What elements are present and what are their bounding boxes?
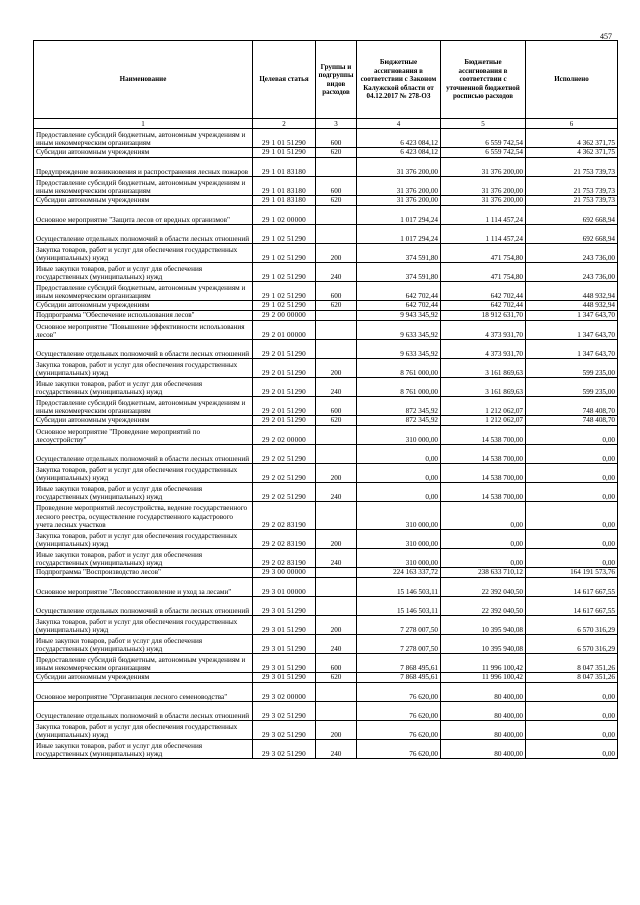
row-refined-amount: 80 400,00 bbox=[441, 740, 526, 759]
row-target-article: 29 3 01 51290 bbox=[253, 635, 316, 654]
row-law-amount: 224 163 337,72 bbox=[357, 568, 441, 578]
row-executed-amount: 599 235,00 bbox=[526, 359, 618, 378]
row-target-article: 29 3 02 51290 bbox=[253, 702, 316, 721]
row-law-amount: 9 633 345,92 bbox=[357, 321, 441, 340]
row-target-article: 29 3 02 51290 bbox=[253, 721, 316, 740]
header-law-allocations: Бюджетные ассигнования в соответствии с Законом Калужской области от 04.12.2017 № 278-ОЗ bbox=[357, 41, 441, 119]
table-row bbox=[34, 301, 618, 311]
row-executed-amount: 21 753 739,73 bbox=[526, 158, 618, 177]
row-refined-amount: 14 538 700,00 bbox=[441, 464, 526, 483]
row-expense-group bbox=[316, 568, 357, 578]
row-name: Закупка товаров, работ и услуг для обеспечения государственных (муниципальных) нужд bbox=[34, 244, 253, 263]
row-refined-amount: 22 392 040,50 bbox=[441, 597, 526, 616]
column-number: 3 bbox=[316, 119, 357, 129]
row-refined-amount: 0,00 bbox=[441, 549, 526, 568]
row-expense-group: 620 bbox=[316, 196, 357, 206]
row-target-article: 29 2 02 00000 bbox=[253, 426, 316, 445]
row-refined-amount: 1 212 062,07 bbox=[441, 397, 526, 416]
row-name: Предоставление субсидий бюджетным, автономным учреждениям и иным некоммерческим организациям bbox=[34, 129, 253, 148]
header-name: Наименование bbox=[34, 41, 253, 119]
row-executed-amount: 448 932,94 bbox=[526, 282, 618, 301]
row-name: Субсидии автономным учреждениям bbox=[34, 301, 253, 311]
row-name: Осуществление отдельных полномочий в области лесных отношений bbox=[34, 340, 253, 359]
row-law-amount: 642 702,44 bbox=[357, 301, 441, 311]
row-name: Закупка товаров, работ и услуг для обеспечения государственных (муниципальных) нужд bbox=[34, 721, 253, 740]
row-refined-amount: 31 376 200,00 bbox=[441, 158, 526, 177]
row-refined-amount: 471 754,80 bbox=[441, 263, 526, 282]
row-target-article: 29 1 02 51290 bbox=[253, 244, 316, 263]
table-row bbox=[34, 282, 618, 301]
row-law-amount: 15 146 503,11 bbox=[357, 578, 441, 597]
table-row bbox=[34, 673, 618, 683]
row-refined-amount: 80 400,00 bbox=[441, 721, 526, 740]
row-name: Иные закупки товаров, работ и услуг для обеспечения государственных (муниципальных) нужд bbox=[34, 263, 253, 282]
row-expense-group: 620 bbox=[316, 148, 357, 158]
row-law-amount: 8 761 000,00 bbox=[357, 378, 441, 397]
row-target-article: 29 2 02 83190 bbox=[253, 502, 316, 530]
table-row bbox=[34, 416, 618, 426]
row-target-article: 29 3 01 51290 bbox=[253, 597, 316, 616]
row-name: Осуществление отдельных полномочий в области лесных отношений bbox=[34, 702, 253, 721]
row-expense-group: 200 bbox=[316, 244, 357, 263]
row-refined-amount: 6 559 742,54 bbox=[441, 129, 526, 148]
row-refined-amount: 14 538 700,00 bbox=[441, 445, 526, 464]
table-row bbox=[34, 568, 618, 578]
row-refined-amount: 80 400,00 bbox=[441, 683, 526, 702]
table-row bbox=[34, 263, 618, 282]
table-row bbox=[34, 597, 618, 616]
row-executed-amount: 4 362 371,75 bbox=[526, 129, 618, 148]
row-law-amount: 0,00 bbox=[357, 445, 441, 464]
row-law-amount: 76 620,00 bbox=[357, 683, 441, 702]
row-refined-amount: 0,00 bbox=[441, 530, 526, 549]
row-name: Закупка товаров, работ и услуг для обеспечения государственных (муниципальных) нужд bbox=[34, 616, 253, 635]
table-row bbox=[34, 740, 618, 759]
table-row bbox=[34, 321, 618, 340]
row-executed-amount: 4 362 371,75 bbox=[526, 148, 618, 158]
row-name: Основное мероприятие "Организация лесного семеноводства" bbox=[34, 683, 253, 702]
row-law-amount: 310 000,00 bbox=[357, 426, 441, 445]
row-expense-group: 600 bbox=[316, 282, 357, 301]
row-refined-amount: 11 996 100,42 bbox=[441, 654, 526, 673]
column-number: 5 bbox=[441, 119, 526, 129]
row-target-article: 29 2 02 51290 bbox=[253, 464, 316, 483]
row-name: Основное мероприятие "Проведение мероприятий по лесоустройству" bbox=[34, 426, 253, 445]
row-name: Закупка товаров, работ и услуг для обеспечения государственных (муниципальных) нужд bbox=[34, 359, 253, 378]
table-row bbox=[34, 530, 618, 549]
row-expense-group bbox=[316, 206, 357, 225]
row-name: Иные закупки товаров, работ и услуг для обеспечения государственных (муниципальных) нужд bbox=[34, 549, 253, 568]
table-row bbox=[34, 721, 618, 740]
row-executed-amount: 6 570 316,29 bbox=[526, 616, 618, 635]
row-expense-group bbox=[316, 702, 357, 721]
row-target-article: 29 2 02 83190 bbox=[253, 530, 316, 549]
row-expense-group: 620 bbox=[316, 673, 357, 683]
row-law-amount: 7 278 007,50 bbox=[357, 635, 441, 654]
table-row bbox=[34, 549, 618, 568]
row-refined-amount: 4 373 931,70 bbox=[441, 321, 526, 340]
row-target-article: 29 1 02 51290 bbox=[253, 282, 316, 301]
row-refined-amount: 14 538 700,00 bbox=[441, 483, 526, 502]
row-expense-group: 200 bbox=[316, 530, 357, 549]
row-expense-group: 200 bbox=[316, 616, 357, 635]
table-row bbox=[34, 311, 618, 321]
row-refined-amount: 238 633 710,12 bbox=[441, 568, 526, 578]
row-expense-group bbox=[316, 578, 357, 597]
budget-table bbox=[33, 40, 618, 759]
row-expense-group bbox=[316, 445, 357, 464]
table-row bbox=[34, 426, 618, 445]
row-expense-group: 600 bbox=[316, 177, 357, 196]
row-expense-group bbox=[316, 311, 357, 321]
row-executed-amount: 1 347 643,70 bbox=[526, 311, 618, 321]
table-row bbox=[34, 158, 618, 177]
row-target-article: 29 1 01 51290 bbox=[253, 148, 316, 158]
table-row bbox=[34, 340, 618, 359]
column-number: 6 bbox=[526, 119, 618, 129]
row-law-amount: 9 633 345,92 bbox=[357, 340, 441, 359]
row-target-article: 29 1 01 83180 bbox=[253, 196, 316, 206]
row-target-article: 29 1 01 83180 bbox=[253, 158, 316, 177]
column-number: 2 bbox=[253, 119, 316, 129]
row-target-article: 29 2 02 83190 bbox=[253, 549, 316, 568]
table-row bbox=[34, 464, 618, 483]
row-refined-amount: 3 161 869,63 bbox=[441, 359, 526, 378]
row-executed-amount: 21 753 739,73 bbox=[526, 196, 618, 206]
row-law-amount: 6 423 084,12 bbox=[357, 148, 441, 158]
row-executed-amount: 14 617 667,55 bbox=[526, 597, 618, 616]
row-refined-amount: 6 559 742,54 bbox=[441, 148, 526, 158]
row-law-amount: 31 376 200,00 bbox=[357, 158, 441, 177]
row-target-article: 29 3 01 51290 bbox=[253, 616, 316, 635]
table-row bbox=[34, 616, 618, 635]
row-refined-amount: 642 702,44 bbox=[441, 301, 526, 311]
row-expense-group: 600 bbox=[316, 397, 357, 416]
row-expense-group: 240 bbox=[316, 378, 357, 397]
row-target-article: 29 2 01 51290 bbox=[253, 397, 316, 416]
row-name: Предоставление субсидий бюджетным, автономным учреждениям и иным некоммерческим организациям bbox=[34, 282, 253, 301]
table-row bbox=[34, 129, 618, 148]
row-name: Осуществление отдельных полномочий в области лесных отношений bbox=[34, 225, 253, 244]
row-expense-group: 240 bbox=[316, 740, 357, 759]
row-target-article: 29 1 02 51290 bbox=[253, 263, 316, 282]
row-target-article: 29 2 01 51290 bbox=[253, 340, 316, 359]
row-executed-amount: 448 932,94 bbox=[526, 301, 618, 311]
row-name: Проведение мероприятий лесоустройства, ведение государственного лесного реестра, осуществление государственного кадастрового учета лесных участков bbox=[34, 502, 253, 530]
row-executed-amount: 0,00 bbox=[526, 483, 618, 502]
row-name: Основное мероприятие "Лесовосстановление и уход за лесами" bbox=[34, 578, 253, 597]
row-law-amount: 7 868 495,61 bbox=[357, 673, 441, 683]
table-row bbox=[34, 359, 618, 378]
row-target-article: 29 3 00 00000 bbox=[253, 568, 316, 578]
row-law-amount: 76 620,00 bbox=[357, 740, 441, 759]
row-name: Осуществление отдельных полномочий в области лесных отношений bbox=[34, 597, 253, 616]
row-law-amount: 76 620,00 bbox=[357, 702, 441, 721]
table-row bbox=[34, 177, 618, 196]
row-executed-amount: 692 668,94 bbox=[526, 206, 618, 225]
row-refined-amount: 31 376 200,00 bbox=[441, 177, 526, 196]
row-executed-amount: 14 617 667,55 bbox=[526, 578, 618, 597]
row-expense-group: 600 bbox=[316, 129, 357, 148]
row-expense-group bbox=[316, 683, 357, 702]
row-executed-amount: 748 408,70 bbox=[526, 397, 618, 416]
row-name: Предоставление субсидий бюджетным, автономным учреждениям и иным некоммерческим организациям bbox=[34, 654, 253, 673]
row-target-article: 29 2 02 51290 bbox=[253, 445, 316, 464]
row-expense-group bbox=[316, 502, 357, 530]
table-row bbox=[34, 397, 618, 416]
table-row bbox=[34, 148, 618, 158]
row-refined-amount: 11 996 100,42 bbox=[441, 673, 526, 683]
row-law-amount: 76 620,00 bbox=[357, 721, 441, 740]
row-executed-amount: 0,00 bbox=[526, 502, 618, 530]
row-refined-amount: 10 395 940,08 bbox=[441, 635, 526, 654]
row-executed-amount: 0,00 bbox=[526, 702, 618, 721]
row-law-amount: 310 000,00 bbox=[357, 549, 441, 568]
row-name: Основное мероприятие "Повышение эффективности использования лесов" bbox=[34, 321, 253, 340]
row-target-article: 29 1 01 83180 bbox=[253, 177, 316, 196]
row-refined-amount: 1 114 457,24 bbox=[441, 206, 526, 225]
row-executed-amount: 243 736,00 bbox=[526, 263, 618, 282]
row-target-article: 29 3 01 51290 bbox=[253, 654, 316, 673]
table-row bbox=[34, 578, 618, 597]
row-target-article: 29 2 01 00000 bbox=[253, 321, 316, 340]
header-row bbox=[34, 41, 618, 119]
row-law-amount: 15 146 503,11 bbox=[357, 597, 441, 616]
row-executed-amount: 1 347 643,70 bbox=[526, 340, 618, 359]
row-expense-group: 240 bbox=[316, 635, 357, 654]
table-row bbox=[34, 206, 618, 225]
row-executed-amount: 8 047 351,26 bbox=[526, 673, 618, 683]
row-target-article: 29 1 02 51290 bbox=[253, 301, 316, 311]
table-row bbox=[34, 445, 618, 464]
row-name: Субсидии автономным учреждениям bbox=[34, 416, 253, 426]
table-row bbox=[34, 483, 618, 502]
row-name: Иные закупки товаров, работ и услуг для обеспечения государственных (муниципальных) нужд bbox=[34, 740, 253, 759]
row-expense-group: 620 bbox=[316, 416, 357, 426]
row-expense-group bbox=[316, 321, 357, 340]
header-executed: Исполнено bbox=[526, 41, 618, 119]
table-row bbox=[34, 702, 618, 721]
row-name: Иные закупки товаров, работ и услуг для обеспечения государственных (муниципальных) нужд bbox=[34, 483, 253, 502]
header-refined-allocations: Бюджетные ассигнования в соответствии с уточненной бюджетной росписью расходов bbox=[441, 41, 526, 119]
row-executed-amount: 0,00 bbox=[526, 549, 618, 568]
row-expense-group bbox=[316, 597, 357, 616]
row-name: Субсидии автономным учреждениям bbox=[34, 148, 253, 158]
row-refined-amount: 1 212 062,07 bbox=[441, 416, 526, 426]
row-target-article: 29 1 01 51290 bbox=[253, 129, 316, 148]
row-expense-group bbox=[316, 158, 357, 177]
row-expense-group: 200 bbox=[316, 464, 357, 483]
row-target-article: 29 1 02 51290 bbox=[253, 225, 316, 244]
row-law-amount: 374 591,80 bbox=[357, 263, 441, 282]
table-row bbox=[34, 502, 618, 530]
row-refined-amount: 22 392 040,50 bbox=[441, 578, 526, 597]
row-refined-amount: 10 395 940,08 bbox=[441, 616, 526, 635]
row-name: Закупка товаров, работ и услуг для обеспечения государственных (муниципальных) нужд bbox=[34, 464, 253, 483]
row-expense-group bbox=[316, 225, 357, 244]
row-executed-amount: 6 570 316,29 bbox=[526, 635, 618, 654]
header-target-article: Целевая статья bbox=[253, 41, 316, 119]
row-refined-amount: 0,00 bbox=[441, 502, 526, 530]
row-law-amount: 374 591,80 bbox=[357, 244, 441, 263]
row-law-amount: 310 000,00 bbox=[357, 502, 441, 530]
row-name: Подпрограмма "Воспроизводство лесов" bbox=[34, 568, 253, 578]
row-executed-amount: 243 736,00 bbox=[526, 244, 618, 263]
row-executed-amount: 0,00 bbox=[526, 464, 618, 483]
row-refined-amount: 471 754,80 bbox=[441, 244, 526, 263]
row-expense-group: 240 bbox=[316, 549, 357, 568]
row-law-amount: 8 761 000,00 bbox=[357, 359, 441, 378]
row-name: Предупреждение возникновения и распространения лесных пожаров bbox=[34, 158, 253, 177]
row-name: Основное мероприятие "Защита лесов от вредных организмов" bbox=[34, 206, 253, 225]
column-number-row bbox=[34, 119, 618, 129]
row-expense-group: 600 bbox=[316, 654, 357, 673]
row-refined-amount: 31 376 200,00 bbox=[441, 196, 526, 206]
row-refined-amount: 3 161 869,63 bbox=[441, 378, 526, 397]
row-name: Предоставление субсидий бюджетным, автономным учреждениям и иным некоммерческим организациям bbox=[34, 397, 253, 416]
row-law-amount: 0,00 bbox=[357, 483, 441, 502]
row-refined-amount: 18 912 631,70 bbox=[441, 311, 526, 321]
row-name: Субсидии автономным учреждениям bbox=[34, 673, 253, 683]
row-law-amount: 1 017 294,24 bbox=[357, 225, 441, 244]
row-expense-group: 240 bbox=[316, 483, 357, 502]
table-row bbox=[34, 378, 618, 397]
row-executed-amount: 21 753 739,73 bbox=[526, 177, 618, 196]
row-law-amount: 0,00 bbox=[357, 464, 441, 483]
row-expense-group: 200 bbox=[316, 359, 357, 378]
table-row bbox=[34, 244, 618, 263]
row-law-amount: 872 345,92 bbox=[357, 397, 441, 416]
row-name: Иные закупки товаров, работ и услуг для обеспечения государственных (муниципальных) нужд bbox=[34, 635, 253, 654]
row-refined-amount: 642 702,44 bbox=[441, 282, 526, 301]
table-row bbox=[34, 654, 618, 673]
row-expense-group: 240 bbox=[316, 263, 357, 282]
row-law-amount: 1 017 294,24 bbox=[357, 206, 441, 225]
row-executed-amount: 0,00 bbox=[526, 740, 618, 759]
row-law-amount: 7 278 007,50 bbox=[357, 616, 441, 635]
table-row bbox=[34, 683, 618, 702]
row-expense-group: 200 bbox=[316, 721, 357, 740]
row-target-article: 29 2 01 51290 bbox=[253, 359, 316, 378]
row-law-amount: 642 702,44 bbox=[357, 282, 441, 301]
row-law-amount: 31 376 200,00 bbox=[357, 177, 441, 196]
row-name: Субсидии автономным учреждениям bbox=[34, 196, 253, 206]
row-law-amount: 7 868 495,61 bbox=[357, 654, 441, 673]
table-row bbox=[34, 225, 618, 244]
row-name: Подпрограмма "Обеспечение использования лесов" bbox=[34, 311, 253, 321]
row-executed-amount: 1 347 643,70 bbox=[526, 321, 618, 340]
row-target-article: 29 2 02 51290 bbox=[253, 483, 316, 502]
row-target-article: 29 3 01 00000 bbox=[253, 578, 316, 597]
table-body bbox=[34, 129, 618, 759]
row-target-article: 29 3 02 00000 bbox=[253, 683, 316, 702]
row-target-article: 29 2 01 51290 bbox=[253, 416, 316, 426]
row-expense-group: 620 bbox=[316, 301, 357, 311]
column-number: 4 bbox=[357, 119, 441, 129]
row-law-amount: 6 423 084,12 bbox=[357, 129, 441, 148]
row-name: Осуществление отдельных полномочий в области лесных отношений bbox=[34, 445, 253, 464]
row-name: Иные закупки товаров, работ и услуг для обеспечения государственных (муниципальных) нужд bbox=[34, 378, 253, 397]
row-refined-amount: 4 373 931,70 bbox=[441, 340, 526, 359]
row-target-article: 29 3 02 51290 bbox=[253, 740, 316, 759]
row-executed-amount: 748 408,70 bbox=[526, 416, 618, 426]
row-name: Предоставление субсидий бюджетным, автономным учреждениям и иным некоммерческим организациям bbox=[34, 177, 253, 196]
row-executed-amount: 164 191 573,76 bbox=[526, 568, 618, 578]
header-expense-group: Группы и подгруппы видов расходов bbox=[316, 41, 357, 119]
column-number: 1 bbox=[34, 119, 253, 129]
row-executed-amount: 692 668,94 bbox=[526, 225, 618, 244]
row-target-article: 29 3 01 51290 bbox=[253, 673, 316, 683]
row-refined-amount: 80 400,00 bbox=[441, 702, 526, 721]
row-executed-amount: 0,00 bbox=[526, 426, 618, 445]
row-law-amount: 310 000,00 bbox=[357, 530, 441, 549]
row-executed-amount: 0,00 bbox=[526, 721, 618, 740]
row-executed-amount: 0,00 bbox=[526, 530, 618, 549]
row-law-amount: 31 376 200,00 bbox=[357, 196, 441, 206]
row-expense-group bbox=[316, 340, 357, 359]
row-executed-amount: 0,00 bbox=[526, 445, 618, 464]
row-law-amount: 9 943 345,92 bbox=[357, 311, 441, 321]
page-number: 457 bbox=[600, 32, 612, 41]
table-row bbox=[34, 196, 618, 206]
row-law-amount: 872 345,92 bbox=[357, 416, 441, 426]
table-row bbox=[34, 635, 618, 654]
row-executed-amount: 0,00 bbox=[526, 683, 618, 702]
row-refined-amount: 1 114 457,24 bbox=[441, 225, 526, 244]
row-target-article: 29 2 00 00000 bbox=[253, 311, 316, 321]
row-executed-amount: 599 235,00 bbox=[526, 378, 618, 397]
row-expense-group bbox=[316, 426, 357, 445]
row-executed-amount: 8 047 351,26 bbox=[526, 654, 618, 673]
row-target-article: 29 1 02 00000 bbox=[253, 206, 316, 225]
row-name: Закупка товаров, работ и услуг для обеспечения государственных (муниципальных) нужд bbox=[34, 530, 253, 549]
row-refined-amount: 14 538 700,00 bbox=[441, 426, 526, 445]
row-target-article: 29 2 01 51290 bbox=[253, 378, 316, 397]
